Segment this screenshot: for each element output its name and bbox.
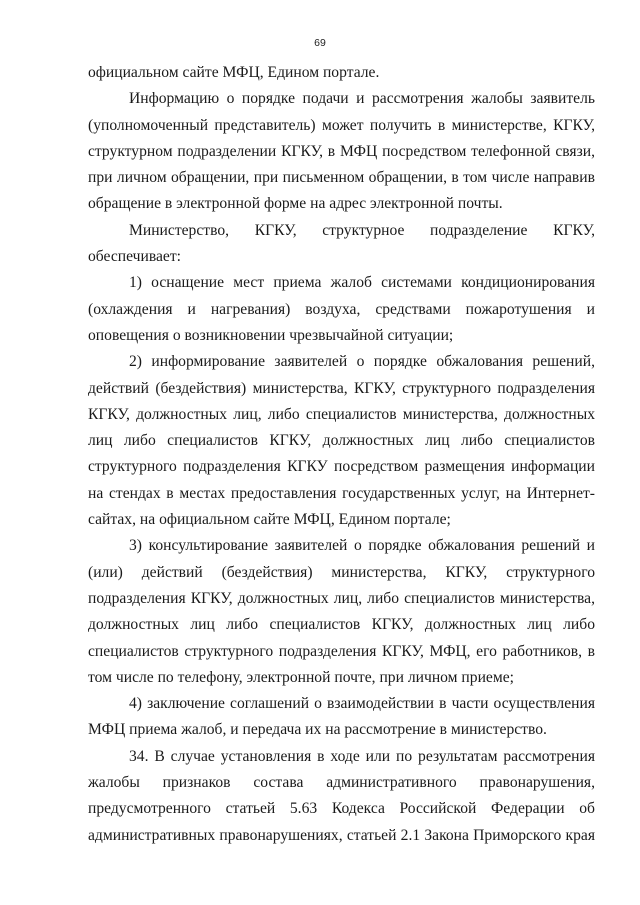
page-number: 69 (314, 37, 326, 49)
document-body (88, 60, 595, 849)
paragraph-34: 34. В случае установления в ходе или по результатам рассмотрения жалобы признаков состава административного правонарушения, предусмотренного статьей 5.63 Кодекса Российской Федерации об административных правонарушениях, статьей 2.1 Закона Приморского края (88, 747, 595, 844)
paragraph-ministry-provides: Министерство, КГКУ, структурное подразделение КГКУ, обеспечивает: (88, 221, 595, 266)
list-item-3: 3) консультирование заявителей о порядке обжалования решений и (или) действий (бездействия) министерства, КГКУ, структурного подразделения КГКУ, должностных лиц, либо специалистов министерства, должностных лиц либо специалистов КГКУ, должностных лиц либо специалистов структурного подразделения КГКУ, МФЦ, его работников, в том числе по телефону, электронной почте, при личном приеме; (88, 537, 595, 686)
paragraph-complaint-info: Информацию о порядке подачи и рассмотрения жалобы заявитель (уполномоченный представитель) может получить в министерстве, КГКУ, структурном подразделении КГКУ, в МФЦ посредством телефонной связи, при личном обращении, при письменном обращении, в том числе направив обращение в электронной форме на адрес электронной почты. (88, 90, 595, 213)
list-item-2: 2) информирование заявителей о порядке обжалования решений, действий (бездействия) министерства, КГКУ, структурного подразделения КГКУ, должностных лиц, либо специалистов министерства, должностных лиц либо специалистов КГКУ, должностных лиц либо специалистов структурного подразделения КГКУ посредством размещения информации на стендах в местах предоставления государственных услуг, на Интернет-сайтах, на официальном сайте МФЦ, Едином портале; (88, 353, 595, 529)
list-item-4: 4) заключение соглашений о взаимодействии в части осуществления МФЦ приема жалоб, и передача их на рассмотрение в министерство. (88, 695, 595, 739)
list-item-1: 1) оснащение мест приема жалоб системами кондиционирования (охлаждения и нагревания) воздуха, средствами пожаротушения и оповещения о возникновении чрезвычайной ситуации; (88, 274, 595, 344)
paragraph-continuation: официальном сайте МФЦ, Едином портале. (88, 64, 380, 81)
